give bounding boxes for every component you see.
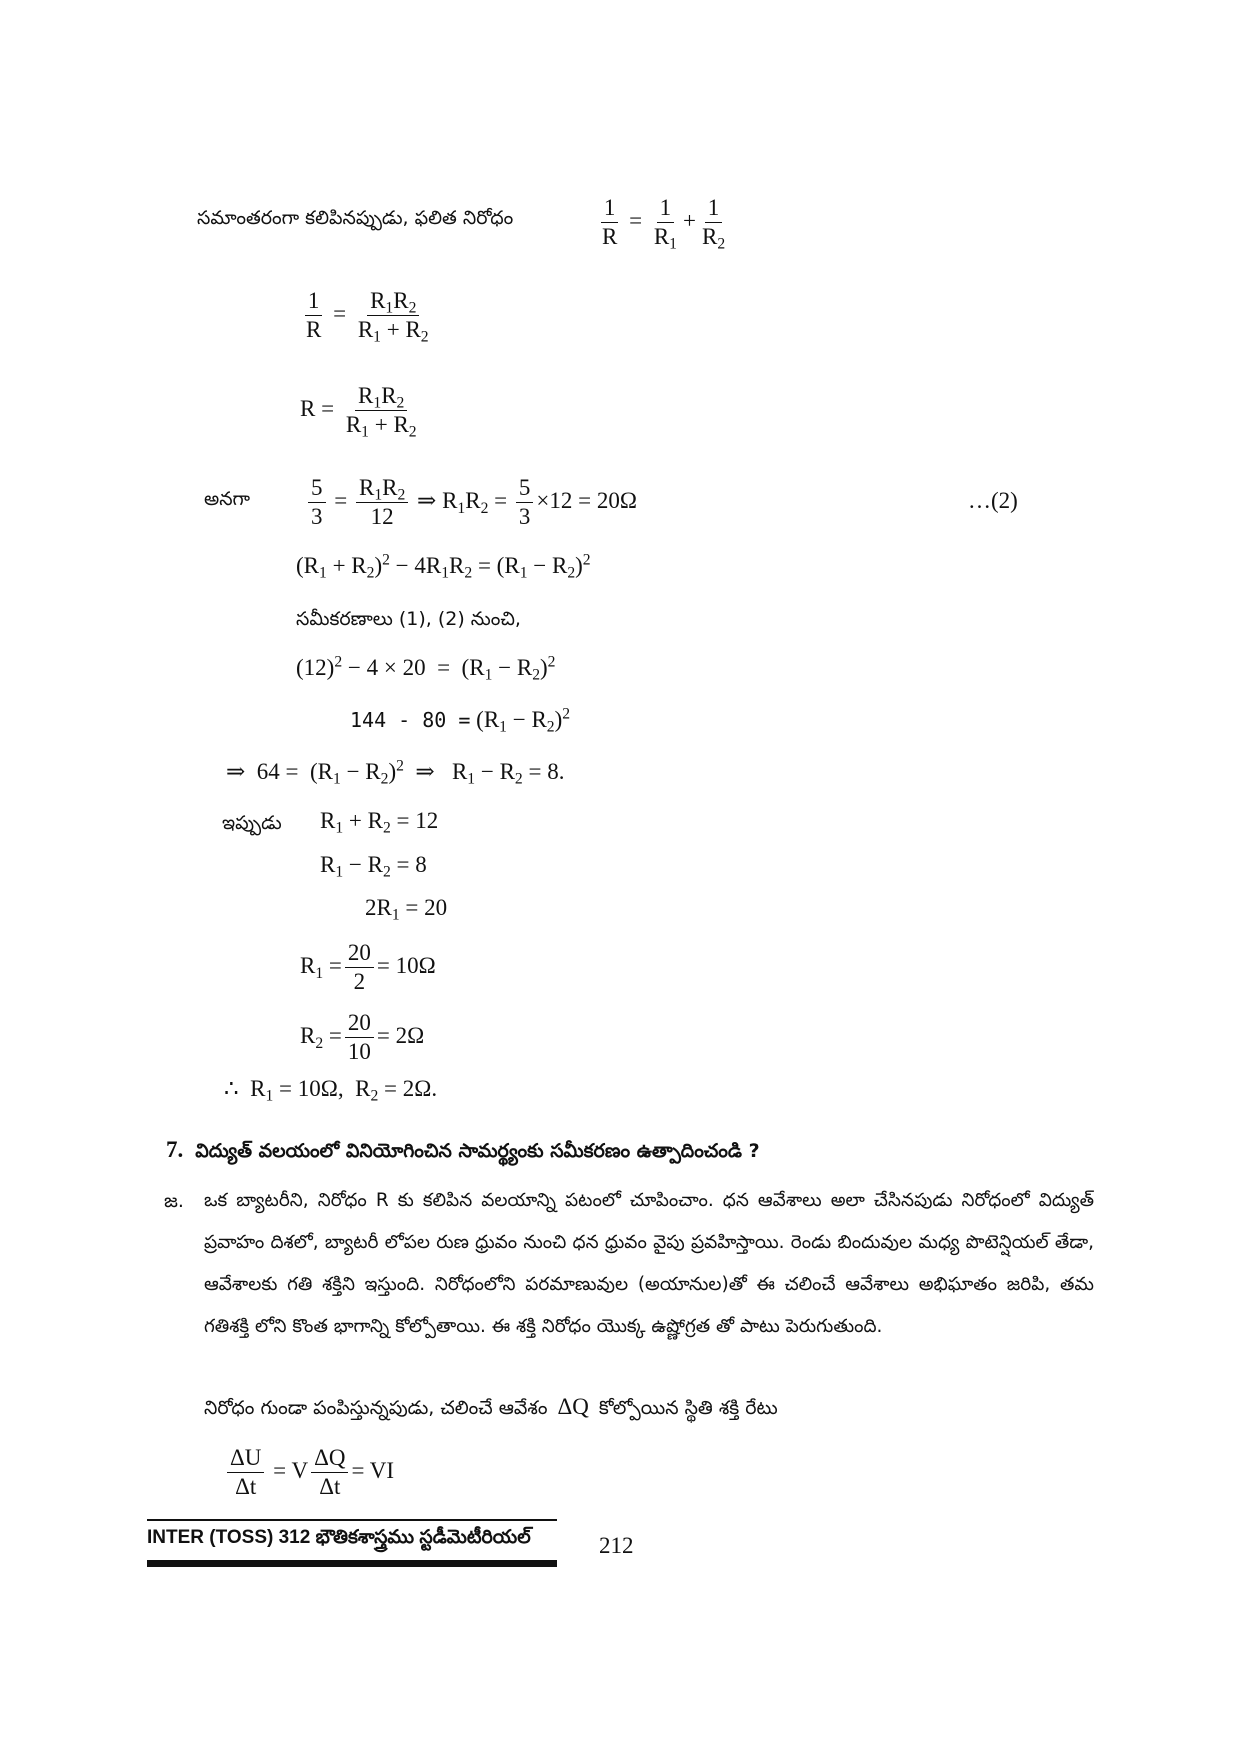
anaga-label: అనగా: [204, 488, 251, 510]
question-text: విద్యుత్ వలయంలో వినియోగించిన సామర్థ్యంకు సమీకరణం ఉత్పాదించండి ?: [195, 1140, 760, 1162]
delta-q-symbol: ΔQ: [557, 1394, 589, 1419]
ippudu-label: ఇప్పుడు: [222, 812, 282, 834]
equation-numeric: $144 - 80 = (R_1 - R_2)^2$: [350, 705, 571, 736]
rate-line-part2: కోల్పోయిన స్థితి శక్తి రేటు: [598, 1397, 778, 1419]
equation-result: ∴ $R_1 = 10\Omega$, $R_2 = 2\Omega$.: [224, 1076, 438, 1105]
parallel-resistance-label: సమాంతరంగా కలిపినప్పుడు, ఫలిత నిరోధం: [197, 207, 514, 229]
answer-rate-line: [204, 1394, 778, 1424]
answer-paragraph: ఒక బ్యాటరీని, నిరోధం R కు కలిపిన వలయాన్ని పటంలో చూపించాం. ధన ఆవేశాలు అలా చేసినపుడు నిరోధంలో విద్యుత్ ప్రవాహం దిశలో, బ్యాటరీ లోపల రుణ ధ్రువం నుంచి ధన ధ్రువం వైపు ప్రవహిస్తాయి. రెండు బిందువుల మధ్య పొటెన్షియల్ తేడా, ఆవేశాలకు గతి శక్తిని ఇస్తుంది. నిరోధంలోని పరమాణువుల (అయానుల)తో ఈ చలించే ఆవేశాలు అభిఘాతం జరిపి, తమ గతిశక్తి లోని కొంత భాగాన్ని కోల్పోతాయి. ఈ శక్తి నిరోధం యొక్క ఉష్ణోగ్రత తో పాటు పెరుగుతుంది.: [204, 1190, 1094, 1337]
equation-2r1: $2R_1 = 20$: [365, 895, 448, 924]
equation-identity: $(R_1 + R_2)^2 - 4R_1R_2 = (R_1 - R_2)^2$: [296, 551, 591, 582]
equation-power: $\frac{\Delta U}{\Delta t}$ = V $\frac{\Delta Q}{\Delta t}$ = VI: [224, 1445, 394, 1501]
equation-r1: $R_1$ = $\frac{20}{2}$ = 10Ω: [300, 940, 436, 995]
from-equations-label: సమీకరణాలు (1), (2) నుంచి,: [296, 608, 521, 630]
question-7: [166, 1137, 760, 1167]
equation-reciprocal: $\frac{1}{R}$ = $\frac{R_1R_2}{R_1 + R_2}$: [306, 288, 429, 347]
equation-sum-12: $R_1 + R_2 = 12$: [320, 808, 439, 837]
equation-parallel-sum: $\frac{1}{R}$ = $\frac{1}{R_1}$ + $\frac{1}{R_2}$: [602, 195, 726, 254]
numeric-line-text: 144 - 80 =: [350, 708, 471, 732]
rate-line-part1: నిరోధం గుండా పంపిస్తున్నపుడు, చలించే ఆవేశం: [204, 1397, 548, 1419]
equation-difference: ⇒ $64 = (R_1 - R_2)^2$ ⇒ $R_1 - R_2 = 8$.: [226, 757, 565, 788]
equation-resistance: R = $\frac{R_1R_2}{R_1 + R_2}$: [300, 383, 417, 442]
answer-prefix: జ.: [164, 1190, 184, 1212]
equation-reference-2: …(2): [968, 488, 1018, 513]
question-number: 7.: [166, 1137, 184, 1162]
equation-diff-8: $R_1 - R_2 = 8$: [320, 852, 427, 881]
equation-product: $\frac{5}{3}$ = $\frac{R_1R_2}{12}$ ⇒ $R_1R_2$ = $\frac{5}{3}$ ×12 = 20Ω: [305, 475, 637, 531]
footer-title: INTER (TOSS) 312 భౌతికశాస్త్రము స్టడీమెటీరియల్: [147, 1527, 531, 1548]
equation-r2: $R_2$ = $\frac{20}{10}$ = 2Ω: [300, 1010, 425, 1065]
equation-substituted: $(12)^2 - 4 \times 20 = (R_1 - R_2)^2$: [296, 653, 556, 684]
page-number: 212: [599, 1533, 634, 1558]
footer-rule-top: [147, 1519, 557, 1521]
footer-rule-bottom: [147, 1560, 557, 1567]
